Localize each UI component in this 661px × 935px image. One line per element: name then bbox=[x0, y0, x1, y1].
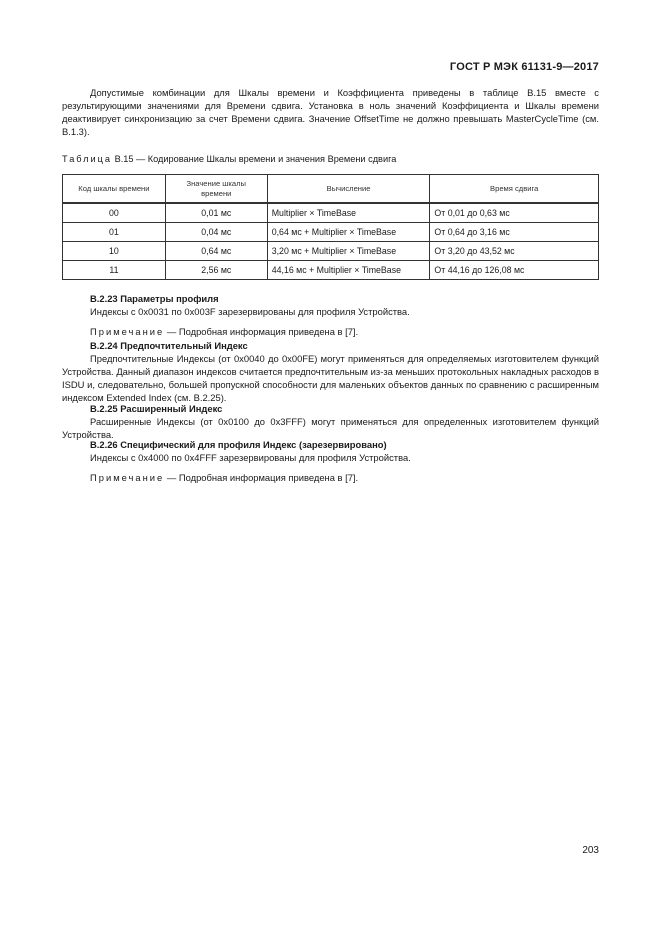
cell-offset-time: От 0,01 до 0,63 мс bbox=[430, 203, 599, 223]
page-number: 203 bbox=[582, 845, 599, 856]
cell-offset-time: От 44,16 до 126,08 мс bbox=[430, 261, 599, 280]
cell-value: 0,64 мс bbox=[165, 242, 267, 261]
header-offset-time: Время сдвига bbox=[430, 175, 599, 204]
cell-calculation: Multiplier × TimeBase bbox=[267, 203, 430, 223]
timebase-coding-table bbox=[62, 174, 599, 280]
table-caption bbox=[62, 154, 396, 164]
cell-calculation: 44,16 мс + Multiplier × TimeBase bbox=[267, 261, 430, 280]
cell-value: 0,04 мс bbox=[165, 223, 267, 242]
section-text: Расширенные Индексы (от 0x0100 до 0x3FFF) могут применяться для определенных изготовителем функций Устройства. bbox=[62, 416, 599, 441]
section-b224 bbox=[62, 339, 599, 404]
intro-paragraph: Допустимые комбинации для Шкалы времени и Коэффициента приведены в таблице В.15 вместе с результирующими значениями для Времени сдвига. Установка в ноль значений Коэффициента и Шкалы времени деактивирует синхронизацию за счет Времени сдвига. Значение OffsetTime не должно превышать MasterCycleTime (см. В.1.3). bbox=[62, 87, 599, 138]
section-title: В.2.25 Расширенный Индекс bbox=[90, 403, 223, 414]
table-row bbox=[63, 242, 599, 261]
table-row bbox=[63, 223, 599, 242]
section-b225 bbox=[62, 402, 599, 441]
cell-value: 2,56 мс bbox=[165, 261, 267, 280]
table-row bbox=[63, 203, 599, 223]
table-row bbox=[63, 261, 599, 280]
table-caption-text: В.15 — Кодирование Шкалы времени и значения Времени сдвига bbox=[114, 154, 397, 164]
cell-offset-time: От 0,64 до 3,16 мс bbox=[430, 223, 599, 242]
table-caption-label: Таблица bbox=[62, 154, 113, 164]
note bbox=[62, 471, 599, 484]
section-text: Индексы с 0x0031 по 0x003F зарезервированы для профиля Устройства. bbox=[90, 306, 410, 318]
note-text: — Подробная информация приведена в [7]. bbox=[164, 472, 359, 484]
note-label: Примечание bbox=[90, 326, 165, 338]
cell-code: 01 bbox=[63, 223, 166, 242]
section-b226 bbox=[62, 438, 599, 484]
table-header-row bbox=[63, 175, 599, 204]
cell-code: 11 bbox=[63, 261, 166, 280]
header-timebase-code: Код шкалы времени bbox=[63, 175, 166, 204]
section-title: В.2.24 Предпочтительный Индекс bbox=[90, 340, 248, 351]
standard-code: ГОСТ Р МЭК 61131-9—2017 bbox=[449, 61, 599, 73]
header-timebase-value: Значение шкалы времени bbox=[165, 175, 267, 204]
section-title: В.2.26 Специфический для профиля Индекс (зарезервировано) bbox=[90, 439, 387, 450]
section-text: Предпочтительные Индексы (от 0x0040 до 0x00FE) могут применяться для определяемых изготовителем функций Устройства. Данный диапазон индексов считается предпочтительным из-за меньших протокольных накладных расходов в ISDU и, следовательно, большей пропускной способности для маленьких объектов данных по сравнению с расширенным индексом Extended Index (см. В.2.25). bbox=[62, 353, 599, 404]
cell-offset-time: От 3,20 до 43,52 мс bbox=[430, 242, 599, 261]
cell-calculation: 3,20 мс + Multiplier × TimeBase bbox=[267, 242, 430, 261]
cell-value: 0,01 мс bbox=[165, 203, 267, 223]
section-b223 bbox=[62, 292, 599, 338]
header-calculation: Вычисление bbox=[267, 175, 430, 204]
section-title: В.2.23 Параметры профиля bbox=[90, 293, 219, 304]
cell-code: 10 bbox=[63, 242, 166, 261]
note-text: — Подробная информация приведена в [7]. bbox=[164, 326, 359, 338]
note bbox=[62, 325, 599, 338]
section-text: Индексы с 0x4000 по 0x4FFF зарезервированы для профиля Устройства. bbox=[90, 452, 411, 464]
cell-calculation: 0,64 мс + Multiplier × TimeBase bbox=[267, 223, 430, 242]
note-label: Примечание bbox=[90, 472, 165, 484]
cell-code: 00 bbox=[63, 203, 166, 223]
